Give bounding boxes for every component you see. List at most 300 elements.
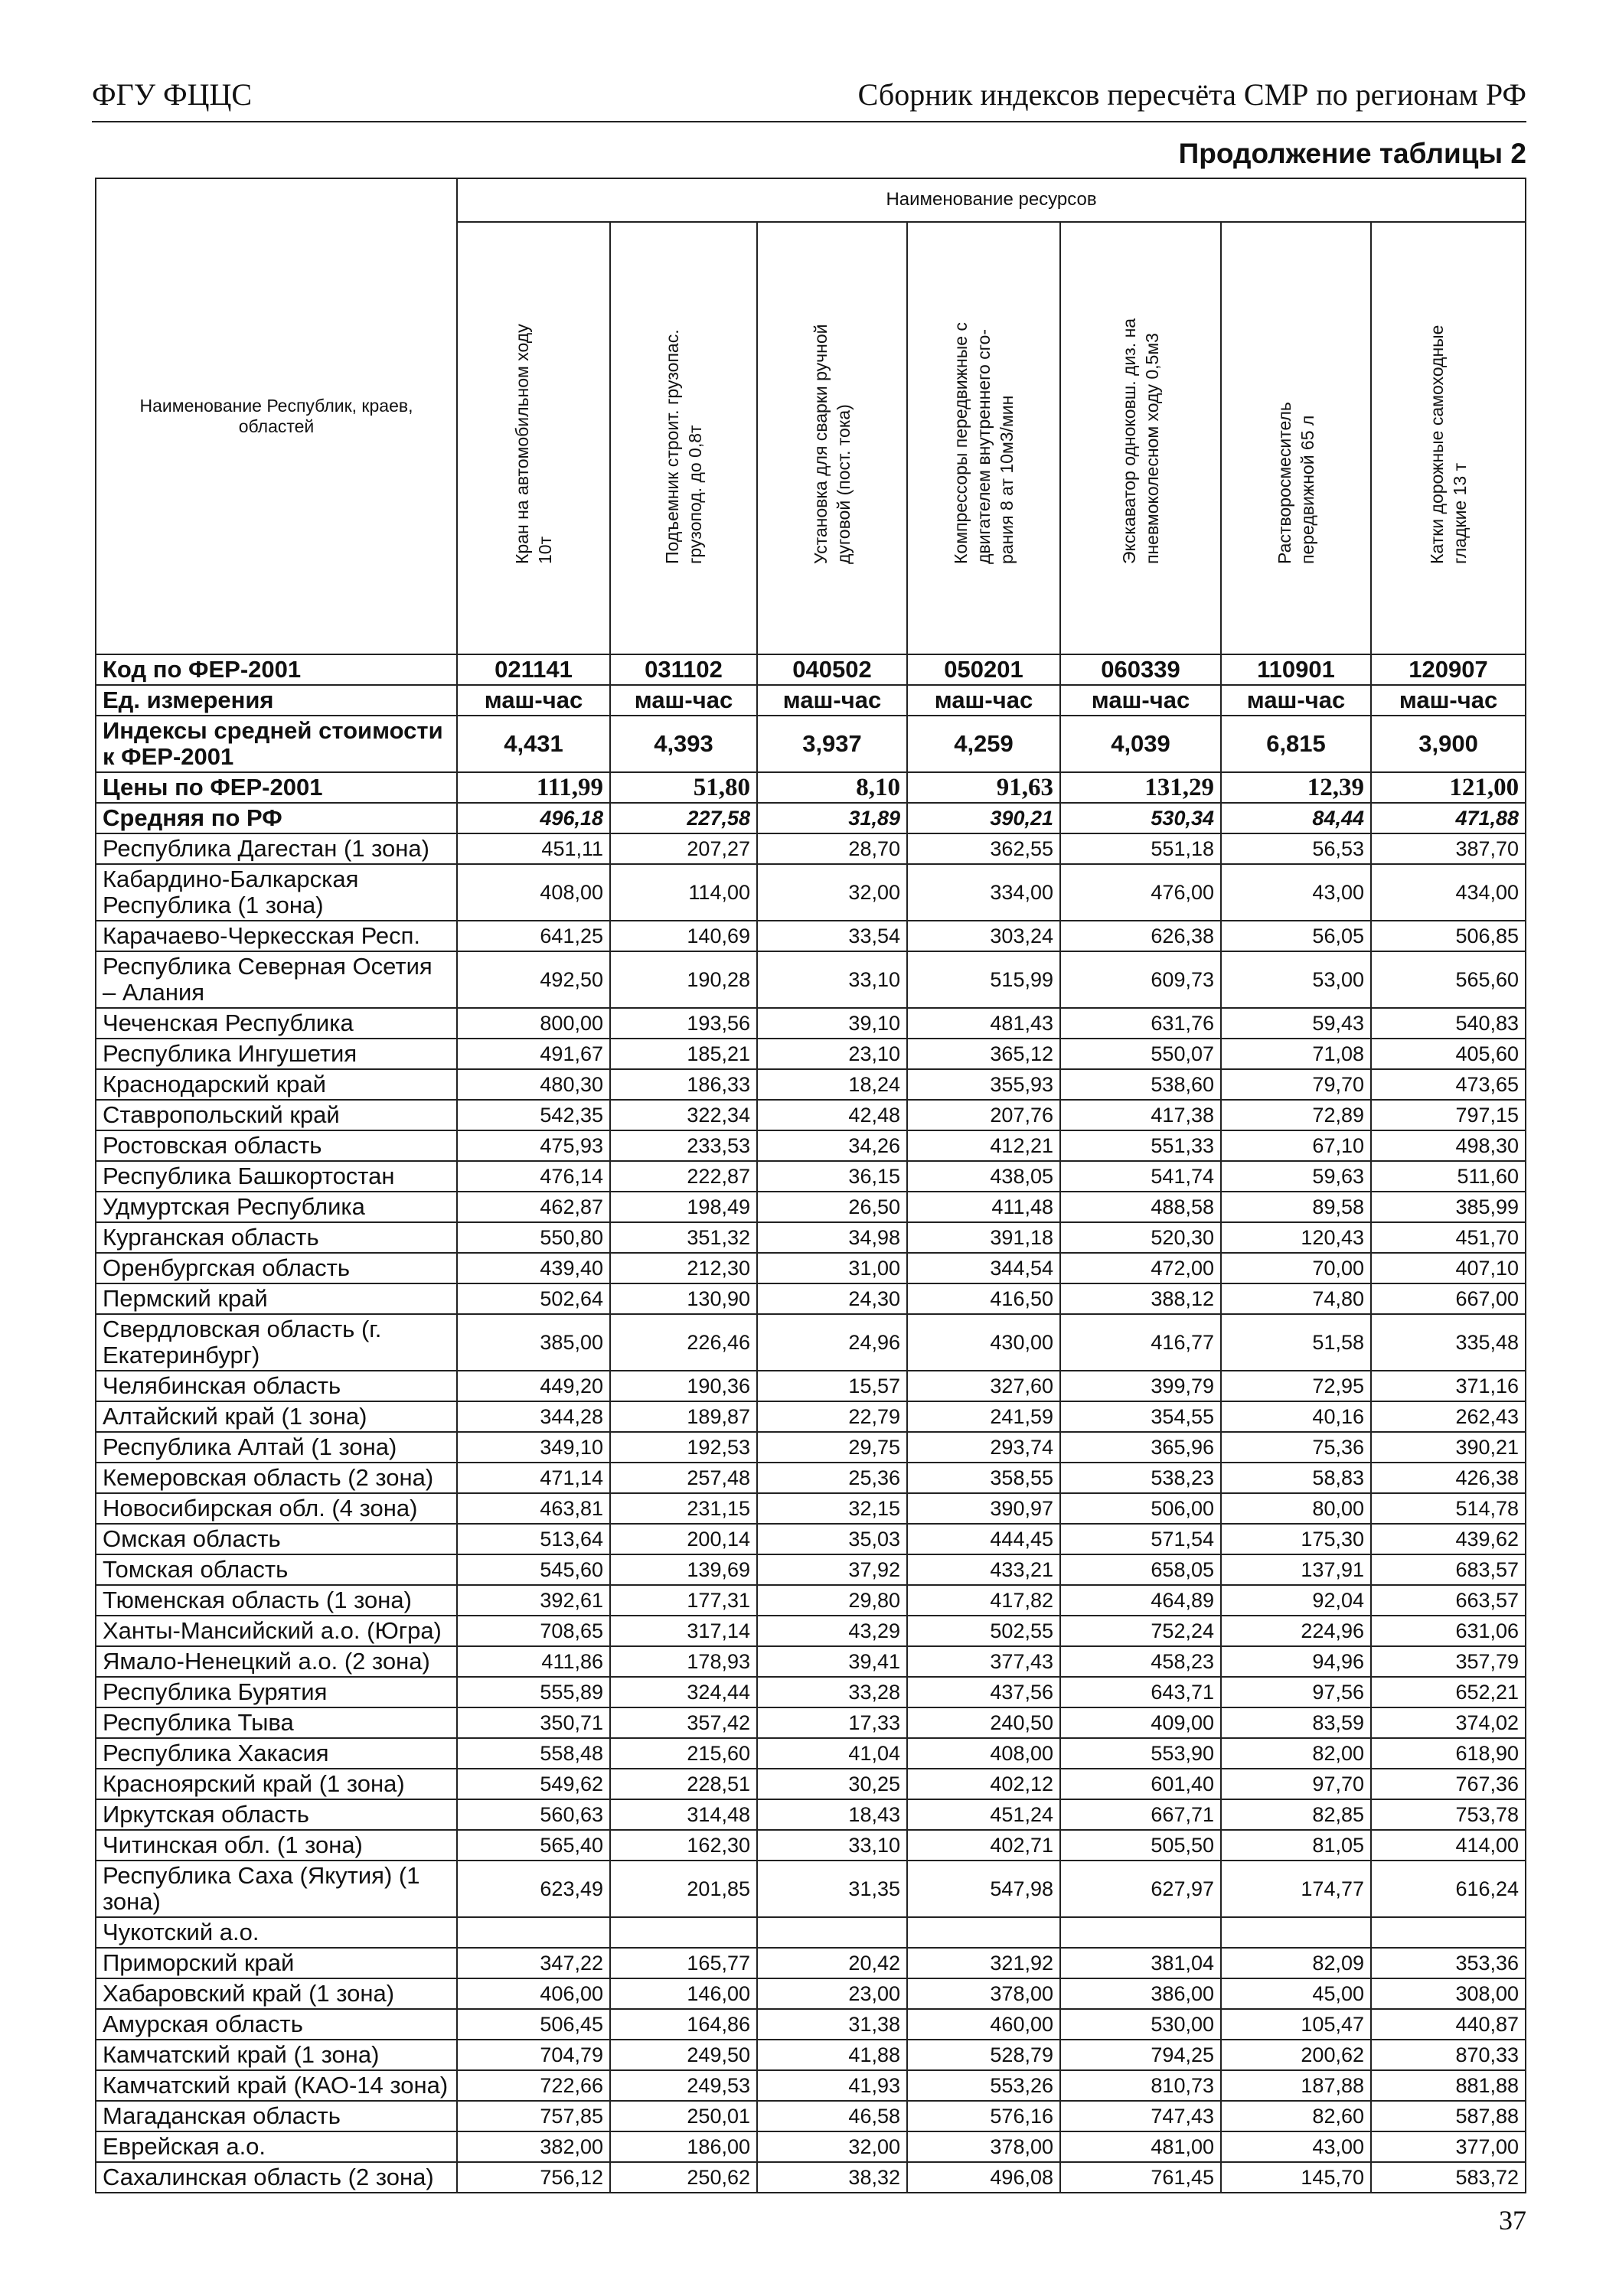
resource-label: Подъемник строит. грузопас. грузопод. до 0,8т bbox=[662, 329, 705, 565]
resource-label: Растворосмеситель передвижной 65 л bbox=[1275, 402, 1317, 565]
value-cell: 609,73 bbox=[1060, 951, 1221, 1008]
resource-header bbox=[1371, 222, 1526, 654]
value-cell: 15,57 bbox=[757, 1371, 907, 1401]
value-cell: 553,26 bbox=[907, 2070, 1060, 2101]
price-cell: 91,63 bbox=[907, 772, 1060, 803]
region-name: Чеченская Республика bbox=[96, 1008, 457, 1039]
price-cell: 131,29 bbox=[1060, 772, 1221, 803]
value-cell: 303,24 bbox=[907, 921, 1060, 951]
value-cell: 550,80 bbox=[457, 1222, 610, 1253]
value-cell: 175,30 bbox=[1221, 1524, 1371, 1554]
value-cell: 349,10 bbox=[457, 1432, 610, 1463]
region-name: Карачаево-Черкесская Респ. bbox=[96, 921, 457, 951]
value-cell: 82,85 bbox=[1221, 1799, 1371, 1830]
value-cell: 105,47 bbox=[1221, 2009, 1371, 2040]
value-cell: 488,58 bbox=[1060, 1192, 1221, 1222]
value-cell: 476,14 bbox=[457, 1161, 610, 1192]
value-cell: 417,82 bbox=[907, 1585, 1060, 1616]
value-cell: 262,43 bbox=[1371, 1401, 1526, 1432]
value-cell: 174,77 bbox=[1221, 1861, 1371, 1917]
region-name: Республика Дагестан (1 зона) bbox=[96, 833, 457, 864]
table-row bbox=[96, 1283, 1526, 1314]
value-cell: 43,00 bbox=[1221, 2131, 1371, 2162]
table-row bbox=[96, 1707, 1526, 1738]
value-cell: 164,86 bbox=[610, 2009, 757, 2040]
average-row bbox=[96, 803, 1526, 833]
value-cell: 308,00 bbox=[1371, 1978, 1526, 2009]
value-cell: 79,70 bbox=[1221, 1069, 1371, 1100]
value-cell: 39,10 bbox=[757, 1008, 907, 1039]
region-name: Республика Алтай (1 зона) bbox=[96, 1432, 457, 1463]
value-cell: 411,48 bbox=[907, 1192, 1060, 1222]
value-cell: 24,96 bbox=[757, 1314, 907, 1371]
value-cell: 20,42 bbox=[757, 1948, 907, 1978]
value-cell: 652,21 bbox=[1371, 1677, 1526, 1707]
value-cell: 212,30 bbox=[610, 1253, 757, 1283]
resource-header bbox=[757, 222, 907, 654]
region-name: Алтайский край (1 зона) bbox=[96, 1401, 457, 1432]
table-row bbox=[96, 1253, 1526, 1283]
value-cell: 498,30 bbox=[1371, 1130, 1526, 1161]
unit-cell: маш-час bbox=[1221, 685, 1371, 716]
table-row bbox=[96, 1463, 1526, 1493]
table-row bbox=[96, 2040, 1526, 2070]
unit-cell: маш-час bbox=[1060, 685, 1221, 716]
table-row bbox=[96, 1830, 1526, 1861]
value-cell: 355,93 bbox=[907, 1069, 1060, 1100]
table-row bbox=[96, 1554, 1526, 1585]
region-name: Красноярский край (1 зона) bbox=[96, 1769, 457, 1799]
value-cell: 541,74 bbox=[1060, 1161, 1221, 1192]
value-cell: 71,08 bbox=[1221, 1039, 1371, 1069]
value-cell: 616,24 bbox=[1371, 1861, 1526, 1917]
value-cell: 407,10 bbox=[1371, 1253, 1526, 1283]
value-cell: 658,05 bbox=[1060, 1554, 1221, 1585]
value-cell: 601,40 bbox=[1060, 1769, 1221, 1799]
value-cell: 540,83 bbox=[1371, 1008, 1526, 1039]
value-cell: 388,12 bbox=[1060, 1283, 1221, 1314]
value-cell: 59,63 bbox=[1221, 1161, 1371, 1192]
value-cell: 565,40 bbox=[457, 1830, 610, 1861]
value-cell: 82,60 bbox=[1221, 2101, 1371, 2131]
value-cell: 463,81 bbox=[457, 1493, 610, 1524]
value-cell: 399,79 bbox=[1060, 1371, 1221, 1401]
value-cell: 506,00 bbox=[1060, 1493, 1221, 1524]
value-cell: 538,60 bbox=[1060, 1069, 1221, 1100]
value-cell: 32,00 bbox=[757, 864, 907, 921]
value-cell: 538,23 bbox=[1060, 1463, 1221, 1493]
value-cell: 43,00 bbox=[1221, 864, 1371, 921]
table-row bbox=[96, 1677, 1526, 1707]
table-row bbox=[96, 921, 1526, 951]
value-cell: 756,12 bbox=[457, 2162, 610, 2193]
value-cell: 38,32 bbox=[757, 2162, 907, 2193]
value-cell: 434,00 bbox=[1371, 864, 1526, 921]
average-row-label: Средняя по РФ bbox=[96, 803, 457, 833]
value-cell: 226,46 bbox=[610, 1314, 757, 1371]
value-cell: 23,00 bbox=[757, 1978, 907, 2009]
value-cell: 139,69 bbox=[610, 1554, 757, 1585]
value-cell: 406,00 bbox=[457, 1978, 610, 2009]
code-cell: 031102 bbox=[610, 654, 757, 685]
table-row bbox=[96, 833, 1526, 864]
value-cell: 72,89 bbox=[1221, 1100, 1371, 1130]
index-cell: 3,937 bbox=[757, 716, 907, 772]
value-cell: 82,09 bbox=[1221, 1948, 1371, 1978]
value-cell: 631,06 bbox=[1371, 1616, 1526, 1646]
value-cell: 408,00 bbox=[457, 864, 610, 921]
value-cell: 58,83 bbox=[1221, 1463, 1371, 1493]
average-cell: 31,89 bbox=[757, 803, 907, 833]
value-cell: 33,10 bbox=[757, 951, 907, 1008]
value-cell: 405,60 bbox=[1371, 1039, 1526, 1069]
value-cell: 186,00 bbox=[610, 2131, 757, 2162]
value-cell: 250,62 bbox=[610, 2162, 757, 2193]
value-cell: 458,23 bbox=[1060, 1646, 1221, 1677]
value-cell: 198,49 bbox=[610, 1192, 757, 1222]
value-cell: 643,71 bbox=[1060, 1677, 1221, 1707]
value-cell: 449,20 bbox=[457, 1371, 610, 1401]
index-row-label: Индексы средней стоимости к ФЕР-2001 bbox=[96, 716, 457, 772]
value-cell: 555,89 bbox=[457, 1677, 610, 1707]
value-cell: 502,64 bbox=[457, 1283, 610, 1314]
value-cell: 36,15 bbox=[757, 1161, 907, 1192]
price-cell: 51,80 bbox=[610, 772, 757, 803]
region-name: Кемеровская область (2 зона) bbox=[96, 1463, 457, 1493]
value-cell: 708,65 bbox=[457, 1616, 610, 1646]
value-cell: 576,16 bbox=[907, 2101, 1060, 2131]
value-cell: 571,54 bbox=[1060, 1524, 1221, 1554]
value-cell: 722,66 bbox=[457, 2070, 610, 2101]
page-number: 37 bbox=[1499, 2205, 1526, 2236]
table-continuation-label: Продолжение таблицы 2 bbox=[1178, 138, 1526, 169]
value-cell: 31,35 bbox=[757, 1861, 907, 1917]
value-cell: 392,61 bbox=[457, 1585, 610, 1616]
region-column-header: Наименование Республик, краев, областей bbox=[96, 178, 457, 654]
unit-cell: маш-час bbox=[610, 685, 757, 716]
value-cell: 43,29 bbox=[757, 1616, 907, 1646]
value-cell: 351,32 bbox=[610, 1222, 757, 1253]
table-row bbox=[96, 2131, 1526, 2162]
value-cell: 207,76 bbox=[907, 1100, 1060, 1130]
region-name: Республика Тыва bbox=[96, 1707, 457, 1738]
value-cell: 75,36 bbox=[1221, 1432, 1371, 1463]
value-cell: 558,48 bbox=[457, 1738, 610, 1769]
value-cell: 94,96 bbox=[1221, 1646, 1371, 1677]
regional-index-table bbox=[95, 178, 1526, 2193]
index-cell: 4,039 bbox=[1060, 716, 1221, 772]
value-cell bbox=[1221, 1917, 1371, 1948]
value-cell: 545,60 bbox=[457, 1554, 610, 1585]
value-cell: 187,88 bbox=[1221, 2070, 1371, 2101]
table-row bbox=[96, 1646, 1526, 1677]
value-cell: 623,49 bbox=[457, 1861, 610, 1917]
value-cell: 190,36 bbox=[610, 1371, 757, 1401]
value-cell: 416,77 bbox=[1060, 1314, 1221, 1371]
value-cell: 140,69 bbox=[610, 921, 757, 951]
value-cell: 97,70 bbox=[1221, 1769, 1371, 1799]
organization-name: ФГУ ФЦЦС bbox=[92, 77, 253, 112]
region-name: Республика Хакасия bbox=[96, 1738, 457, 1769]
average-cell: 496,18 bbox=[457, 803, 610, 833]
table-row bbox=[96, 1192, 1526, 1222]
value-cell: 80,00 bbox=[1221, 1493, 1371, 1524]
value-cell: 626,38 bbox=[1060, 921, 1221, 951]
table-row bbox=[96, 1799, 1526, 1830]
value-cell: 56,05 bbox=[1221, 921, 1371, 951]
unit-cell: маш-час bbox=[1371, 685, 1526, 716]
value-cell: 530,00 bbox=[1060, 2009, 1221, 2040]
price-row-label: Цены по ФЕР-2001 bbox=[96, 772, 457, 803]
resource-label: Кран на автомобильном ходу 10т bbox=[512, 324, 555, 565]
average-cell: 84,44 bbox=[1221, 803, 1371, 833]
value-cell: 201,85 bbox=[610, 1861, 757, 1917]
table-row bbox=[96, 2101, 1526, 2131]
value-cell: 667,71 bbox=[1060, 1799, 1221, 1830]
value-cell: 547,98 bbox=[907, 1861, 1060, 1917]
value-cell: 757,85 bbox=[457, 2101, 610, 2131]
value-cell: 460,00 bbox=[907, 2009, 1060, 2040]
value-cell: 146,00 bbox=[610, 1978, 757, 2009]
region-name: Республика Саха (Якутия) (1 зона) bbox=[96, 1861, 457, 1917]
value-cell: 249,50 bbox=[610, 2040, 757, 2070]
region-name: Оренбургская область bbox=[96, 1253, 457, 1283]
value-cell: 761,45 bbox=[1060, 2162, 1221, 2193]
value-cell: 33,10 bbox=[757, 1830, 907, 1861]
value-cell: 344,28 bbox=[457, 1401, 610, 1432]
value-cell: 56,53 bbox=[1221, 833, 1371, 864]
value-cell: 377,00 bbox=[1371, 2131, 1526, 2162]
region-name: Приморский край bbox=[96, 1948, 457, 1978]
value-cell: 41,88 bbox=[757, 2040, 907, 2070]
table-row bbox=[96, 1008, 1526, 1039]
value-cell: 357,42 bbox=[610, 1707, 757, 1738]
index-cell: 3,900 bbox=[1371, 716, 1526, 772]
table-row bbox=[96, 1039, 1526, 1069]
value-cell: 667,00 bbox=[1371, 1283, 1526, 1314]
value-cell: 26,50 bbox=[757, 1192, 907, 1222]
value-cell: 178,93 bbox=[610, 1646, 757, 1677]
value-cell: 502,55 bbox=[907, 1616, 1060, 1646]
value-cell: 381,04 bbox=[1060, 1948, 1221, 1978]
region-name: Томская область bbox=[96, 1554, 457, 1585]
value-cell: 881,88 bbox=[1371, 2070, 1526, 2101]
region-name: Республика Бурятия bbox=[96, 1677, 457, 1707]
region-name: Омская область bbox=[96, 1524, 457, 1554]
table-row bbox=[96, 1069, 1526, 1100]
value-cell: 480,30 bbox=[457, 1069, 610, 1100]
value-cell: 362,55 bbox=[907, 833, 1060, 864]
value-cell: 390,97 bbox=[907, 1493, 1060, 1524]
value-cell: 207,27 bbox=[610, 833, 757, 864]
region-name: Сахалинская область (2 зона) bbox=[96, 2162, 457, 2193]
value-cell: 481,00 bbox=[1060, 2131, 1221, 2162]
value-cell: 444,45 bbox=[907, 1524, 1060, 1554]
value-cell: 551,18 bbox=[1060, 833, 1221, 864]
region-name: Хабаровский край (1 зона) bbox=[96, 1978, 457, 2009]
value-cell: 322,34 bbox=[610, 1100, 757, 1130]
value-cell: 37,92 bbox=[757, 1554, 907, 1585]
value-cell: 41,04 bbox=[757, 1738, 907, 1769]
region-name: Свердловская область (г. Екатеринбург) bbox=[96, 1314, 457, 1371]
resource-header bbox=[457, 222, 610, 654]
value-cell: 51,58 bbox=[1221, 1314, 1371, 1371]
table-row bbox=[96, 1401, 1526, 1432]
table-row bbox=[96, 1861, 1526, 1917]
region-name: Иркутская область bbox=[96, 1799, 457, 1830]
value-cell: 505,50 bbox=[1060, 1830, 1221, 1861]
value-cell: 92,04 bbox=[1221, 1585, 1371, 1616]
code-cell: 050201 bbox=[907, 654, 1060, 685]
value-cell: 433,21 bbox=[907, 1554, 1060, 1585]
value-cell: 347,22 bbox=[457, 1948, 610, 1978]
value-cell: 32,15 bbox=[757, 1493, 907, 1524]
value-cell: 357,79 bbox=[1371, 1646, 1526, 1677]
value-cell: 334,00 bbox=[907, 864, 1060, 921]
value-cell: 67,10 bbox=[1221, 1130, 1371, 1161]
value-cell: 53,00 bbox=[1221, 951, 1371, 1008]
value-cell: 33,54 bbox=[757, 921, 907, 951]
value-cell: 810,73 bbox=[1060, 2070, 1221, 2101]
value-cell: 42,48 bbox=[757, 1100, 907, 1130]
value-cell: 440,87 bbox=[1371, 2009, 1526, 2040]
value-cell: 439,62 bbox=[1371, 1524, 1526, 1554]
code-cell: 040502 bbox=[757, 654, 907, 685]
value-cell: 506,85 bbox=[1371, 921, 1526, 951]
average-cell: 227,58 bbox=[610, 803, 757, 833]
value-cell: 22,79 bbox=[757, 1401, 907, 1432]
value-cell: 293,74 bbox=[907, 1432, 1060, 1463]
value-cell: 378,00 bbox=[907, 1978, 1060, 2009]
table-row bbox=[96, 2070, 1526, 2101]
code-row bbox=[96, 654, 1526, 685]
value-cell: 385,00 bbox=[457, 1314, 610, 1371]
region-name: Тюменская область (1 зона) bbox=[96, 1585, 457, 1616]
value-cell: 747,43 bbox=[1060, 2101, 1221, 2131]
value-cell: 335,48 bbox=[1371, 1314, 1526, 1371]
table-row bbox=[96, 1738, 1526, 1769]
table-row bbox=[96, 1524, 1526, 1554]
table-row bbox=[96, 1917, 1526, 1948]
value-cell: 35,03 bbox=[757, 1524, 907, 1554]
table-row bbox=[96, 1769, 1526, 1799]
value-cell: 553,90 bbox=[1060, 1738, 1221, 1769]
value-cell: 317,14 bbox=[610, 1616, 757, 1646]
value-cell: 365,96 bbox=[1060, 1432, 1221, 1463]
value-cell: 438,05 bbox=[907, 1161, 1060, 1192]
value-cell: 162,30 bbox=[610, 1830, 757, 1861]
value-cell: 408,00 bbox=[907, 1738, 1060, 1769]
region-name: Республика Ингушетия bbox=[96, 1039, 457, 1069]
value-cell: 222,87 bbox=[610, 1161, 757, 1192]
table-row bbox=[96, 1432, 1526, 1463]
value-cell: 491,67 bbox=[457, 1039, 610, 1069]
value-cell: 704,79 bbox=[457, 2040, 610, 2070]
value-cell: 439,40 bbox=[457, 1253, 610, 1283]
value-cell: 560,63 bbox=[457, 1799, 610, 1830]
region-name: Курганская область bbox=[96, 1222, 457, 1253]
value-cell: 228,51 bbox=[610, 1769, 757, 1799]
value-cell: 24,30 bbox=[757, 1283, 907, 1314]
resource-label: Катки дорожные самоходные гладкие 13 т bbox=[1427, 325, 1471, 565]
value-cell: 767,36 bbox=[1371, 1769, 1526, 1799]
value-cell: 34,98 bbox=[757, 1222, 907, 1253]
value-cell bbox=[610, 1917, 757, 1948]
unit-row bbox=[96, 685, 1526, 716]
value-cell: 390,21 bbox=[1371, 1432, 1526, 1463]
value-cell: 417,38 bbox=[1060, 1100, 1221, 1130]
value-cell: 224,96 bbox=[1221, 1616, 1371, 1646]
value-cell: 190,28 bbox=[610, 951, 757, 1008]
table-row bbox=[96, 1585, 1526, 1616]
value-cell: 250,01 bbox=[610, 2101, 757, 2131]
value-cell: 385,99 bbox=[1371, 1192, 1526, 1222]
value-cell: 29,75 bbox=[757, 1432, 907, 1463]
value-cell: 481,43 bbox=[907, 1008, 1060, 1039]
value-cell: 618,90 bbox=[1371, 1738, 1526, 1769]
value-cell: 753,78 bbox=[1371, 1799, 1526, 1830]
price-cell: 111,99 bbox=[457, 772, 610, 803]
value-cell: 354,55 bbox=[1060, 1401, 1221, 1432]
value-cell: 451,11 bbox=[457, 833, 610, 864]
value-cell: 81,05 bbox=[1221, 1830, 1371, 1861]
value-cell: 165,77 bbox=[610, 1948, 757, 1978]
region-name: Еврейская а.о. bbox=[96, 2131, 457, 2162]
region-name: Челябинская область bbox=[96, 1371, 457, 1401]
value-cell: 34,26 bbox=[757, 1130, 907, 1161]
value-cell: 186,33 bbox=[610, 1069, 757, 1100]
value-cell: 402,12 bbox=[907, 1769, 1060, 1799]
code-cell: 120907 bbox=[1371, 654, 1526, 685]
value-cell: 496,08 bbox=[907, 2162, 1060, 2193]
value-cell: 551,33 bbox=[1060, 1130, 1221, 1161]
value-cell: 70,00 bbox=[1221, 1253, 1371, 1283]
region-name: Амурская область bbox=[96, 2009, 457, 2040]
value-cell: 472,00 bbox=[1060, 1253, 1221, 1283]
average-cell: 471,88 bbox=[1371, 803, 1526, 833]
value-cell: 663,57 bbox=[1371, 1585, 1526, 1616]
value-cell: 46,58 bbox=[757, 2101, 907, 2131]
value-cell bbox=[757, 1917, 907, 1948]
value-cell: 59,43 bbox=[1221, 1008, 1371, 1039]
value-cell: 344,54 bbox=[907, 1253, 1060, 1283]
value-cell: 353,36 bbox=[1371, 1948, 1526, 1978]
value-cell: 120,43 bbox=[1221, 1222, 1371, 1253]
value-cell: 350,71 bbox=[457, 1707, 610, 1738]
value-cell: 241,59 bbox=[907, 1401, 1060, 1432]
table-row bbox=[96, 1616, 1526, 1646]
value-cell: 475,93 bbox=[457, 1130, 610, 1161]
value-cell: 231,15 bbox=[610, 1493, 757, 1524]
region-name: Новосибирская обл. (4 зона) bbox=[96, 1493, 457, 1524]
unit-cell: маш-час bbox=[457, 685, 610, 716]
value-cell: 192,53 bbox=[610, 1432, 757, 1463]
region-name: Кабардино-Балкарская Республика (1 зона) bbox=[96, 864, 457, 921]
price-cell: 12,39 bbox=[1221, 772, 1371, 803]
value-cell: 473,65 bbox=[1371, 1069, 1526, 1100]
resource-header bbox=[610, 222, 757, 654]
resources-group-header: Наименование ресурсов bbox=[457, 178, 1526, 222]
region-name: Читинская обл. (1 зона) bbox=[96, 1830, 457, 1861]
value-cell: 18,43 bbox=[757, 1799, 907, 1830]
value-cell: 378,00 bbox=[907, 2131, 1060, 2162]
value-cell: 25,36 bbox=[757, 1463, 907, 1493]
table-row bbox=[96, 2009, 1526, 2040]
value-cell: 515,99 bbox=[907, 951, 1060, 1008]
region-name: Ростовская область bbox=[96, 1130, 457, 1161]
value-cell: 314,48 bbox=[610, 1799, 757, 1830]
code-cell: 110901 bbox=[1221, 654, 1371, 685]
